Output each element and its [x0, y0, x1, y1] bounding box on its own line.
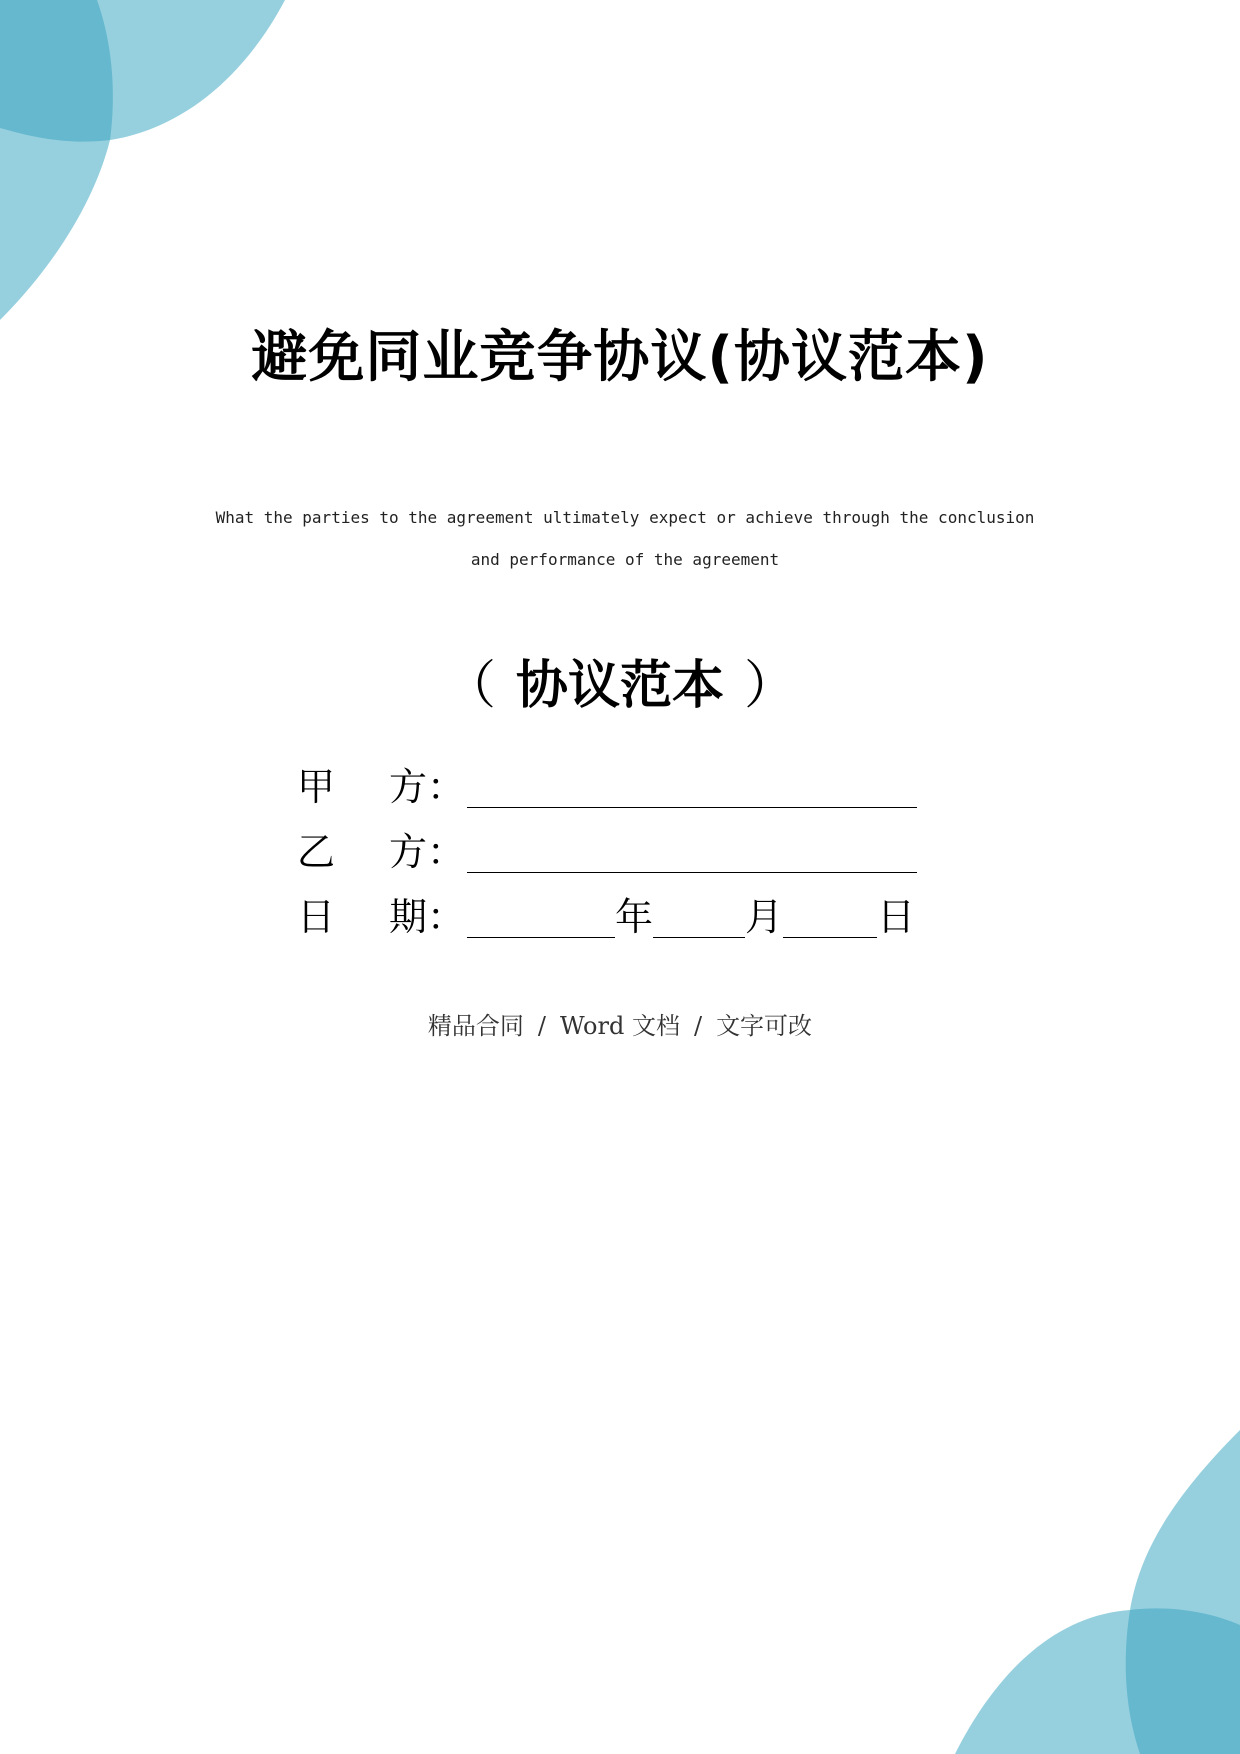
party-a-label-char2: 方： — [389, 765, 466, 809]
date-field — [297, 892, 917, 942]
document-title: 避免同业竞争协议(协议范本) — [251, 325, 989, 390]
party-a-field — [297, 762, 917, 812]
date-label-char2: 期： — [389, 895, 466, 939]
bottom-right-decoration — [955, 1430, 1240, 1754]
party-a-blank-line[interactable] — [467, 762, 917, 808]
top-left-decoration — [0, 0, 285, 320]
party-a-label-char1: 甲 — [297, 765, 336, 809]
date-day-blank[interactable] — [783, 892, 877, 938]
party-b-field — [297, 827, 917, 877]
date-label-char1: 日 — [297, 895, 336, 939]
footer-part-1: 精品合同 — [427, 1012, 524, 1040]
party-b-label-char1: 乙 — [297, 830, 336, 874]
sample-title-open-paren: （ — [443, 656, 496, 716]
party-b-label-char2: 方： — [389, 830, 466, 874]
footer-note — [0, 1006, 1240, 1041]
party-b-blank-line[interactable] — [467, 827, 917, 873]
sample-title-close-paren: ） — [744, 656, 797, 716]
footer-separator-2: / — [693, 1012, 703, 1040]
document-subtitle: What the parties to the agreement ultimately expect or achieve through the conclusion and performance of the agreement — [215, 508, 1035, 569]
sample-title-text: 协议范本 — [515, 656, 724, 716]
date-year-blank[interactable] — [467, 892, 615, 938]
date-year-label: 年 — [615, 895, 654, 939]
sample-title — [0, 656, 1240, 716]
date-day-label: 日 — [877, 895, 916, 939]
footer-part-3: 文字可改 — [716, 1012, 813, 1040]
footer-part-2: Word 文档 — [560, 1012, 680, 1040]
footer-separator-1: / — [537, 1012, 547, 1040]
date-month-blank[interactable] — [653, 892, 745, 938]
date-month-label: 月 — [745, 895, 784, 939]
